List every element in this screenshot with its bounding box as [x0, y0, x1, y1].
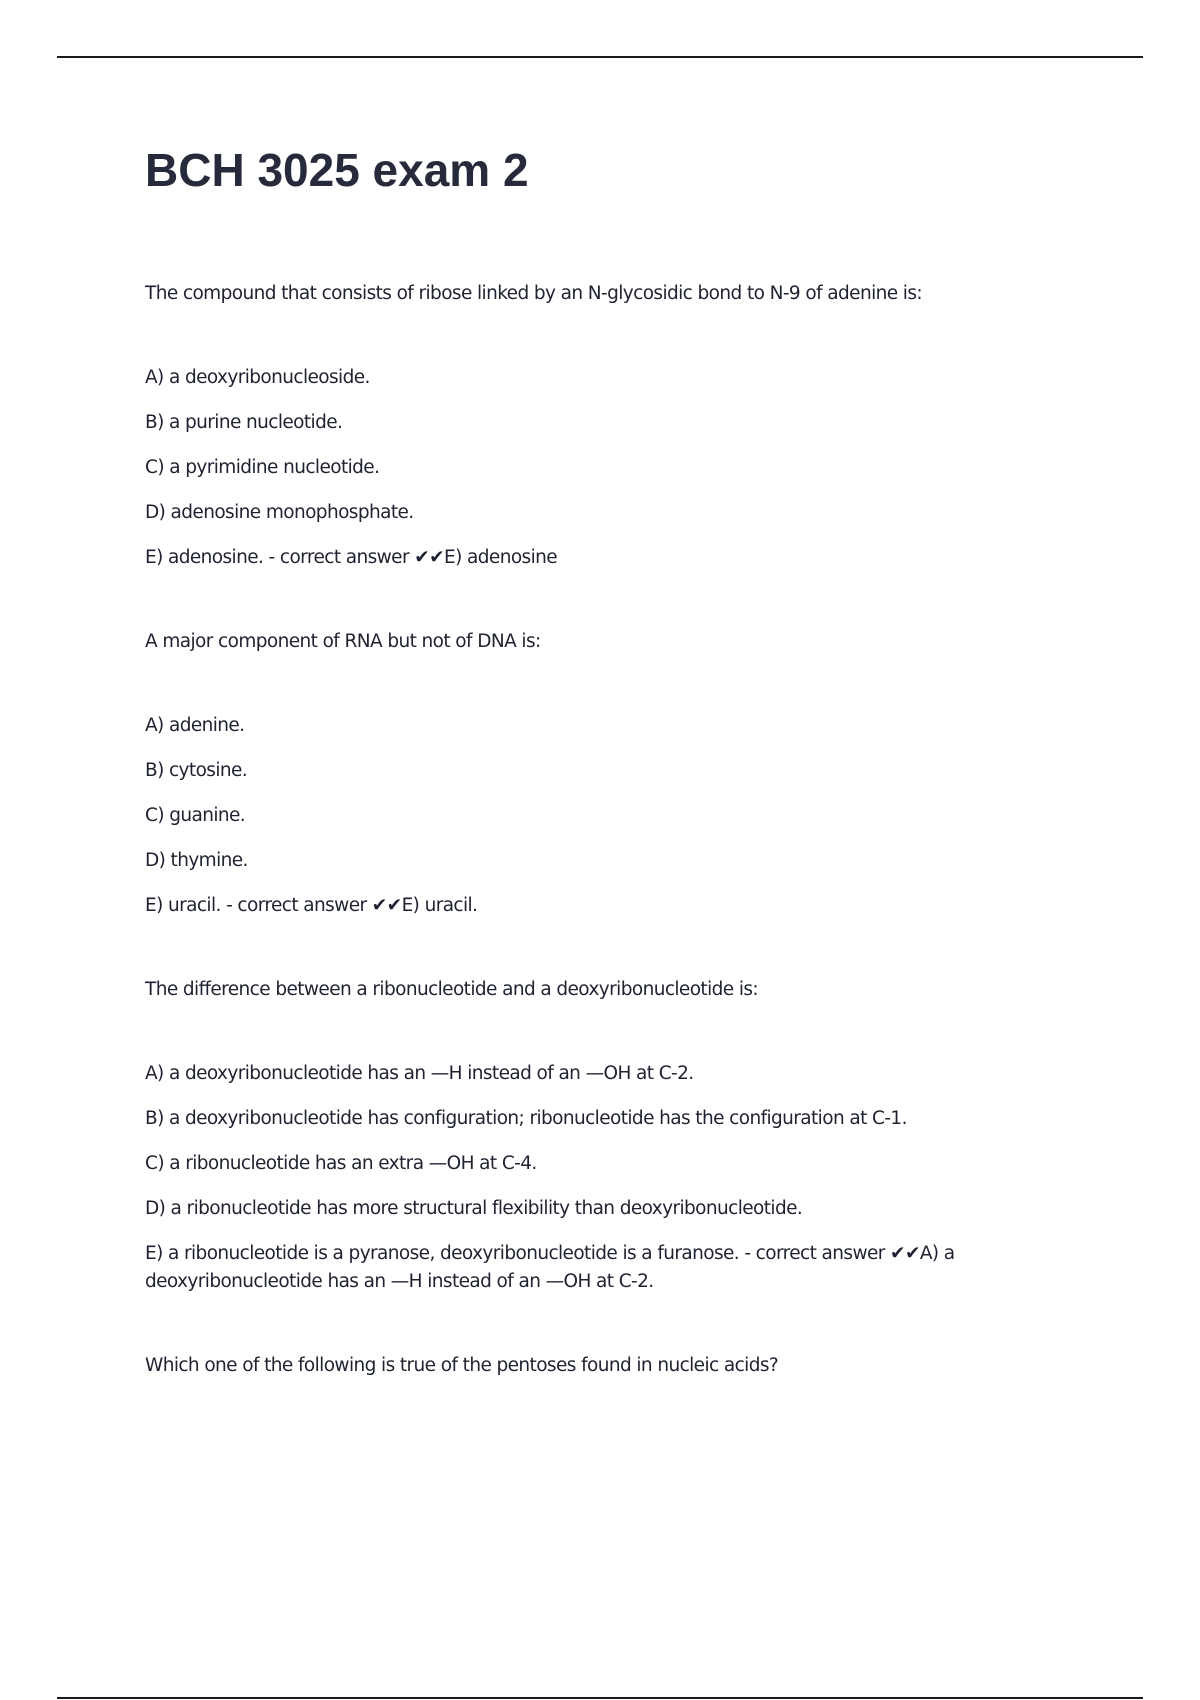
answer-option-c: C) a ribonucleotide has an extra —OH at C-4. [145, 1153, 537, 1174]
question-2 [145, 628, 1025, 920]
answer-option-e-with-correct-answer: E) a ribonucleotide is a pyranose, deoxyribonucleotide is a furanose. - correct answer ✔✔A) a deoxyribonucleotide has an —H instead of an —OH at C-2. [145, 1243, 955, 1292]
answer-option-d: D) thymine. [145, 850, 248, 871]
answer-option-d: D) a ribonucleotide has more structural flexibility than deoxyribonucleotide. [145, 1198, 803, 1219]
question-prompt: The compound that consists of ribose linked by an N-glycosidic bond to N-9 of adenine is: [145, 283, 923, 304]
question-1 [145, 280, 1025, 572]
question-prompt: A major component of RNA but not of DNA is: [145, 631, 541, 652]
question-4 [145, 1352, 1025, 1380]
answer-option-a: A) a deoxyribonucleoside. [145, 367, 370, 388]
answer-option-e-with-correct-answer: E) adenosine. - correct answer ✔✔E) adenosine [145, 547, 558, 568]
answer-option-d: D) adenosine monophosphate. [145, 502, 414, 523]
answer-option-a: A) a deoxyribonucleotide has an —H instead of an —OH at C-2. [145, 1063, 694, 1084]
answer-option-b: B) a deoxyribonucleotide has configuration; ribonucleotide has the configuration at C-1. [145, 1108, 907, 1129]
question-3 [145, 976, 1025, 1296]
question-prompt: The difference between a ribonucleotide and a deoxyribonucleotide is: [145, 979, 759, 1000]
footer-rule [57, 1697, 1143, 1699]
answer-option-c: C) guanine. [145, 805, 246, 826]
answer-option-a: A) adenine. [145, 715, 245, 736]
answer-option-e-with-correct-answer: E) uracil. - correct answer ✔✔E) uracil. [145, 895, 478, 916]
answer-option-b: B) cytosine. [145, 760, 248, 781]
header-rule [57, 56, 1143, 58]
document-body [145, 280, 1025, 1436]
document-title: BCH 3025 exam 2 [145, 144, 529, 196]
answer-option-b: B) a purine nucleotide. [145, 412, 343, 433]
answer-option-c: C) a pyrimidine nucleotide. [145, 457, 380, 478]
question-prompt: Which one of the following is true of the pentoses found in nucleic acids? [145, 1355, 779, 1376]
